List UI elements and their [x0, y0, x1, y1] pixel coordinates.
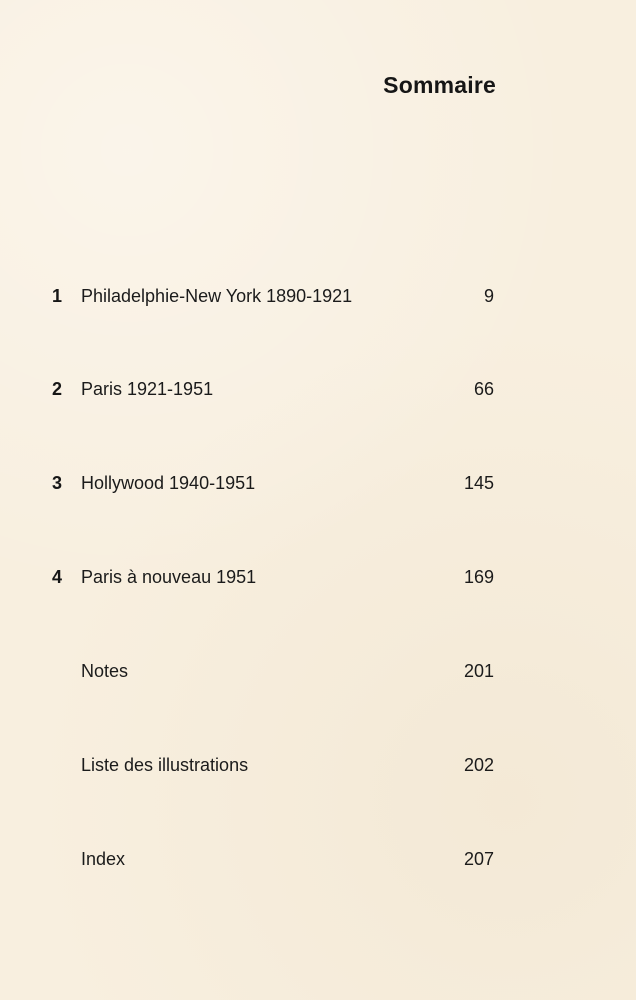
section-title: Notes: [81, 661, 129, 681]
page-number: 169: [463, 567, 494, 587]
page-number: 66: [473, 379, 494, 399]
page-title: Sommaire: [383, 72, 496, 98]
toc-entry-index: [0, 849, 636, 877]
toc-entry-4: [0, 567, 636, 595]
chapter-number: 1: [52, 286, 63, 306]
toc-entry-2: [0, 379, 636, 407]
page-number: 9: [483, 286, 494, 306]
chapter-number: 2: [52, 379, 63, 399]
toc-entry-1: [0, 286, 636, 314]
page-number: 201: [463, 661, 494, 681]
chapter-number: 4: [52, 567, 63, 587]
chapter-number: 3: [52, 473, 63, 493]
section-title: Liste des illustrations: [81, 755, 249, 775]
chapter-title: Hollywood 1940-1951: [81, 473, 256, 493]
section-title: Index: [81, 849, 126, 869]
chapter-title: Philadelphie-New York 1890-1921: [81, 286, 353, 306]
page-number: 145: [463, 473, 494, 493]
toc-entry-notes: [0, 661, 636, 689]
page-number: 202: [463, 755, 494, 775]
chapter-title: Paris à nouveau 1951: [81, 567, 257, 587]
page-number: 207: [463, 849, 494, 869]
toc-entry-illustrations: [0, 755, 636, 783]
chapter-title: Paris 1921-1951: [81, 379, 214, 399]
toc-entry-3: [0, 473, 636, 501]
